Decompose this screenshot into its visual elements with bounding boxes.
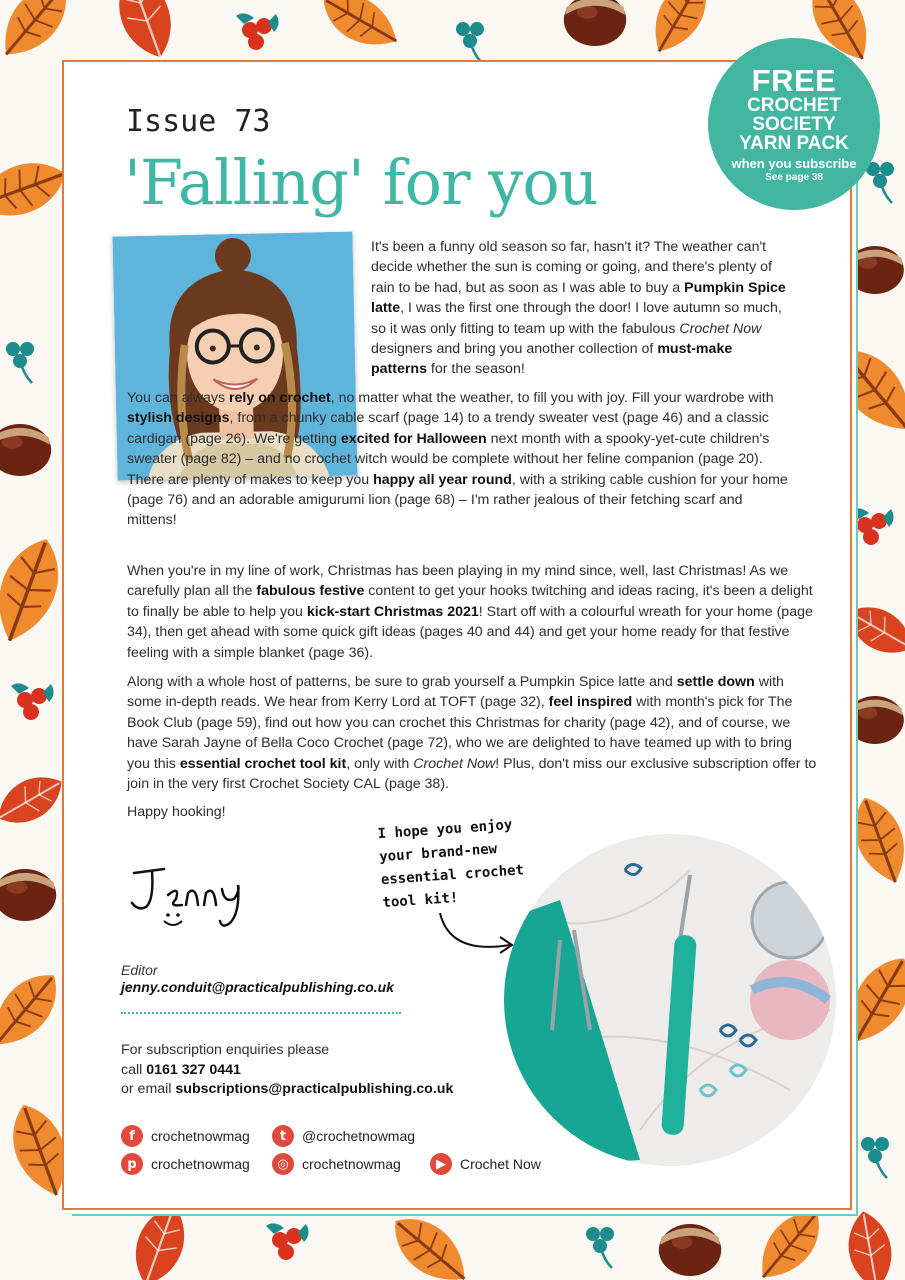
youtube-handle: Crochet Now (460, 1156, 541, 1172)
p3-segment: content to get your hooks twitching and ideas racing, it's been a delight to finally be able to help you (127, 583, 813, 620)
subs-line-2 (121, 1061, 453, 1081)
p4-segment: with month's pick for The Book Club (page 59), find out how you can crochet this Christmas for charity (page 42), and of course, we have Sarah Jayne of Bella Coco Crochet (page 72), who we are delighted to have teamed up with to bring you this (127, 694, 793, 772)
note-line-3: essential crochet (380, 862, 525, 889)
facebook-icon: f (121, 1125, 143, 1147)
p4-segment: Along with a whole host of patterns, be sure to grab yourself a Pumpkin Spice latte and (127, 674, 677, 690)
subs-call-prefix: call (121, 1061, 147, 1078)
badge-see-page: See page 38 (765, 172, 823, 183)
p2-segment: rely on crochet (229, 390, 331, 406)
twitter-icon: t (272, 1125, 294, 1147)
p2-segment: , with a striking cable cushion for your home (page 76) and an adorable amigurumi lion (page 68) – I'm rather jealous of their fetching scarf and mittens! (127, 471, 788, 529)
p4-segment: ! Plus, don't miss our exclusive subscription offer to join in the very first Crochet Society CAL (page 38). (127, 755, 817, 793)
p4-segment: feel inspired (548, 694, 633, 711)
crochet-tool-kit-photo (490, 830, 838, 1168)
p3-segment: ! Start off with a colourful wreath for your home (page 34), then get ahead with some quick gift ideas (pages 40 and 44) and get your home ready for that festive feeling with a simple blanket (page 36). (127, 603, 813, 661)
subs-email-prefix: or email (121, 1081, 176, 1097)
page-title: 'Falling' for you (124, 146, 598, 219)
badge-crochet: CROCHET (747, 95, 841, 116)
p3-segment: When you're in my line of work, Christmas has been playing in my mind since, well, last Christmas! As we carefully plan all the (127, 563, 789, 600)
p2-segment: , no matter what the weather, to fill you with joy. Fill your wardrobe with (330, 390, 774, 406)
p2-segment: next month with a spooky-yet-cute children's sweater (page 82) – and no crochet witch would be complete without her feline companion (page 20). There are plenty of makes to keep you (127, 430, 770, 488)
p4-segment: , only with (346, 755, 414, 772)
p1-segment: Crochet Now (679, 320, 762, 337)
note-line-2: your brand-new (378, 841, 498, 866)
p4-segment: essential crochet tool kit (179, 755, 347, 772)
editor-signature (124, 855, 264, 935)
editor-email[interactable]: jenny.conduit@practicalpublishing.co.uk (121, 979, 394, 995)
twitter-handle: @crochetnowmag (302, 1128, 416, 1144)
free-yarn-pack-badge[interactable] (708, 38, 880, 210)
p1-segment: designers and bring you another collection of (371, 341, 658, 358)
subs-email[interactable]: subscriptions@practicalpublishing.co.uk (175, 1081, 454, 1097)
badge-subscribe: when you subscribe (731, 156, 857, 171)
p2-segment: happy all year round (373, 471, 512, 488)
social-instagram[interactable] (272, 1153, 401, 1175)
badge-yarn-pack: YARN PACK (739, 133, 849, 154)
intro-paragraph-3 (127, 561, 817, 663)
p4-segment: Crochet Now (413, 755, 496, 772)
intro-paragraph-1 (371, 237, 791, 380)
subscription-info (121, 1041, 453, 1100)
pinterest-icon: p (121, 1153, 143, 1175)
issue-number: Issue 73 (126, 104, 271, 139)
note-line-4: tool kit! (381, 889, 459, 912)
p3-segment: kick-start Christmas 2021 (306, 603, 479, 620)
subs-line-3 (121, 1080, 453, 1100)
sign-off: Happy hooking! (127, 804, 226, 820)
social-pinterest[interactable] (121, 1153, 250, 1175)
editor-label: Editor (121, 962, 158, 978)
facebook-handle: crochetnowmag (151, 1128, 250, 1144)
badge-free: FREE (751, 63, 837, 98)
subs-phone[interactable]: 0161 327 0441 (146, 1061, 241, 1078)
instagram-handle: crochetnowmag (302, 1156, 401, 1172)
p4-segment: with some in-depth reads. We hear from Kerry Lord at TOFT (page 32), (127, 674, 784, 711)
p1-segment: for the season! (426, 361, 525, 378)
p2-segment: You can always (127, 390, 230, 406)
social-twitter[interactable] (272, 1125, 415, 1147)
p3-segment: fabulous festive (256, 583, 365, 600)
pinterest-handle: crochetnowmag (151, 1156, 250, 1172)
p2-segment: stylish designs (127, 410, 230, 427)
social-facebook[interactable] (121, 1125, 250, 1147)
note-line-1: I hope you enjoy (377, 816, 513, 843)
p1-segment: must-make patterns (371, 341, 733, 378)
p1-segment: Pumpkin Spice latte (371, 279, 786, 317)
intro-paragraph-4 (127, 672, 817, 794)
p1-segment: , I was the first one through the door! I love autumn so much, so it was only fitting to team up with the fabulous (371, 300, 782, 337)
instagram-icon: ◎ (272, 1153, 294, 1175)
dotted-divider (121, 1012, 401, 1014)
badge-society: SOCIETY (752, 114, 836, 135)
subs-line-1: For subscription enquiries please (121, 1042, 330, 1058)
p4-segment: settle down (676, 674, 755, 690)
intro-paragraph-2 (127, 388, 791, 531)
youtube-icon: ▶ (430, 1153, 452, 1175)
p1-segment: It's been a funny old season so far, hasn't it? The weather can't decide whether the sun is coming or going, and there's plenty of rain to be had, but as soon as I was able to buy a (371, 239, 772, 296)
p2-segment: excited for Halloween (340, 430, 487, 447)
p2-segment: , from a chunky cable scarf (page 14) to a trendy sweater vest (page 46) and a classic cardigan (page 26). We're getting (127, 410, 769, 447)
